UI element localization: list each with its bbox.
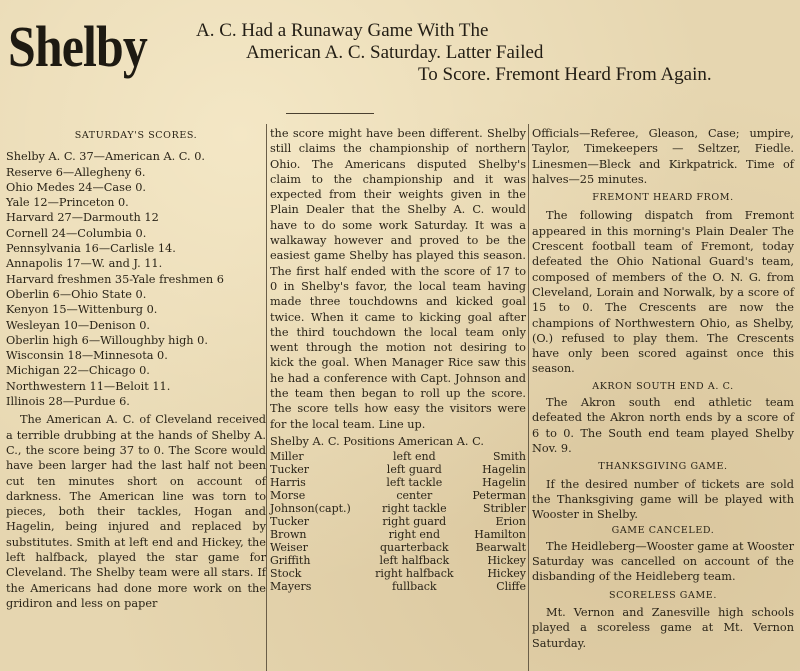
position: left end bbox=[392, 450, 436, 464]
game-report-paragraph: The American A. C. of Cleveland received a terrible drubbing at the hands of Shelby A. C., the score being 37 to 0. The Score would have been larger had the last half not been cut ten minutes short on account of darkness. The American line was torn to pieces, both their tackles, Hogan and Hagelin, being injured and replaced by substitutes. Smith at left end and Hickey, the left halfback, played the star game for Cleveland. The Shelby team were all stars. If the Americans had done more work on the gridiron and less on paper bbox=[6, 413, 266, 610]
american-player: Smith bbox=[493, 450, 526, 464]
fremont-paragraph: The following dispatch from Fremont appeared in this morning's Plain Dealer The Crescent football team of Fremont, today defeated the Ohio National Guard's team, composed of members of the O. N. G. from Cleveland, Lorain and Norwalk, by a score of 15 to 0. The Crescents are now the champions of Northwestern Ohio, as Shelby, (O.) refused to play them. The Crescents have only been scored against once this season. bbox=[532, 209, 794, 376]
lineup-row bbox=[270, 463, 526, 476]
lineup-row bbox=[270, 541, 526, 554]
score-line: Wisconsin 18—Minnesota 0. bbox=[6, 349, 168, 363]
score-line: Oberlin 6—Ohio State 0. bbox=[6, 287, 147, 301]
column-1 bbox=[6, 126, 266, 611]
officials-paragraph: Officials—Referee, Gleason, Case; umpire, Taylor, Timekeepers — Seltzer, Fiedle. Linesmen—Bleck and Kirkpatrick. Time of halves—25 minutes. bbox=[532, 127, 794, 186]
position: center bbox=[396, 489, 433, 503]
game-report-continued: the score might have been different. Shelby still claims the championship of northern Ohio. The Americans disputed Shelby's claim to the championship and it was expected from their weights given in the Plain Dealer that the Shelby A. C. would have to do some work Saturday. It was a walkaway however and proved to be the easiest game Shelby has played this season. The first half ended with the score of 17 to 0 in Shelby's favor, the local team having made three touchdowns and kicked goal twice. When it came to kicking goal after the third touchdown the local team only went through the motion not desiring to kick the goal. When Manager Rice saw this he had a conference with Capt. Johnson and the team then began to roll up the score. The score tells how easy the visitors were for the local team. Line up. bbox=[270, 127, 526, 431]
score-line: Pennsylvania 16—Carlisle 14. bbox=[6, 242, 176, 256]
shelby-player: Harris bbox=[270, 476, 306, 490]
scores-heading: SATURDAY'S SCORES. bbox=[74, 130, 198, 141]
lineup-row bbox=[270, 567, 526, 580]
thanksgiving-heading: THANKSGIVING GAME. bbox=[598, 461, 728, 473]
lineup-row bbox=[270, 450, 526, 463]
lineup-table bbox=[270, 450, 526, 593]
column-divider-2 bbox=[528, 124, 529, 671]
score-line: Northwestern 11—Beloit 11. bbox=[6, 379, 171, 393]
position: left tackle bbox=[386, 476, 443, 490]
score-line: Wesleyan 10—Denison 0. bbox=[6, 318, 151, 332]
shelby-player: Brown bbox=[270, 528, 307, 542]
position: right tackle bbox=[381, 502, 447, 516]
score-line: Harvard freshmen 35-Yale freshmen 6 bbox=[6, 272, 224, 286]
position: right guard bbox=[382, 515, 447, 529]
american-player: Erion bbox=[495, 515, 526, 529]
score-line: Michigan 22—Chicago 0. bbox=[6, 364, 150, 378]
score-line: Harvard 27—Darmouth 12 bbox=[6, 211, 159, 225]
canceled-paragraph: The Heidleberg—Wooster game at Wooster Saturday was cancelled on account of the disbanding of the Heidleberg team. bbox=[532, 539, 794, 584]
american-player: Hamilton bbox=[474, 528, 526, 542]
position: left guard bbox=[386, 463, 442, 477]
lineup-row bbox=[270, 528, 526, 541]
american-player: Bearwalt bbox=[475, 541, 526, 555]
position: left halfback bbox=[379, 554, 450, 568]
lineup-row bbox=[270, 580, 526, 593]
score-line: Kenyon 15—Wittenburg 0. bbox=[6, 303, 158, 317]
american-player: Hickey bbox=[487, 554, 526, 568]
shelby-player: Griffith bbox=[270, 554, 311, 568]
score-line: Cornell 24—Columbia 0. bbox=[6, 226, 147, 240]
score-line: Reserve 6—Allegheny 6. bbox=[6, 165, 146, 179]
akron-paragraph: The Akron south end athletic team defeated the Akron north ends by a score of 6 to 0. The South end team played Shelby Nov. 9. bbox=[532, 396, 794, 455]
headline-word: Shelby bbox=[8, 14, 148, 79]
american-player: Hagelin bbox=[482, 476, 526, 490]
american-player: Peterman bbox=[472, 489, 526, 503]
subhead-line-3: To Score. Fremont Heard From Again. bbox=[418, 64, 712, 85]
headline-subhead bbox=[190, 20, 786, 86]
subhead-line-1: A. C. Had a Runaway Game With The bbox=[196, 20, 489, 41]
shelby-player: Stock bbox=[270, 567, 302, 581]
score-line: Yale 12—Princeton 0. bbox=[6, 196, 129, 210]
lineup-heading: Shelby A. C. Positions American A. C. bbox=[270, 434, 484, 448]
column-divider-1 bbox=[266, 124, 267, 671]
shelby-player: Tucker bbox=[270, 515, 310, 529]
scoreless-paragraph: Mt. Vernon and Zanesville high schools played a scoreless game at Mt. Vernon Saturday. bbox=[532, 605, 794, 650]
shelby-player: Mayers bbox=[270, 580, 312, 594]
canceled-heading: GAME CANCELED. bbox=[611, 525, 715, 537]
position: quarterback bbox=[380, 541, 449, 555]
fremont-heading: FREMONT HEARD FROM. bbox=[592, 192, 734, 204]
american-player: Hagelin bbox=[482, 463, 526, 477]
lineup-row bbox=[270, 502, 526, 515]
scoreless-heading: SCORELESS GAME. bbox=[609, 589, 717, 601]
subhead-line-2: American A. C. Saturday. Latter Failed bbox=[246, 42, 544, 63]
thanksgiving-paragraph: If the desired number of tickets are sold the Thanksgiving game will be played with Wooster in Shelby. bbox=[532, 477, 794, 522]
position: right end bbox=[388, 528, 441, 542]
lineup-row bbox=[270, 515, 526, 528]
position: right halfback bbox=[375, 567, 454, 581]
lineup-row bbox=[270, 476, 526, 489]
shelby-player: Tucker bbox=[270, 463, 310, 477]
scores-list bbox=[6, 149, 266, 409]
position: fullback bbox=[391, 580, 437, 594]
score-line: Annapolis 17—W. and J. 11. bbox=[6, 257, 163, 271]
score-line: Oberlin high 6—Willoughby high 0. bbox=[6, 333, 208, 347]
headline-rule bbox=[286, 113, 374, 114]
akron-heading: AKRON SOUTH END A. C. bbox=[592, 380, 734, 392]
shelby-player: Weiser bbox=[270, 541, 308, 555]
column-2 bbox=[270, 126, 526, 593]
score-line: Ohio Medes 24—Case 0. bbox=[6, 180, 147, 194]
american-player: Hickey bbox=[487, 567, 526, 581]
shelby-player: Miller bbox=[270, 450, 304, 464]
column-3 bbox=[532, 126, 794, 651]
american-player: Stribler bbox=[482, 502, 526, 516]
american-player: Cliffe bbox=[496, 580, 526, 594]
lineup-row bbox=[270, 554, 526, 567]
score-line: Shelby A. C. 37—American A. C. 0. bbox=[6, 150, 205, 164]
shelby-player: Johnson(capt.) bbox=[270, 502, 351, 516]
shelby-player: Morse bbox=[270, 489, 306, 503]
score-line: Illinois 28—Purdue 6. bbox=[6, 395, 130, 409]
lineup-row bbox=[270, 489, 526, 502]
